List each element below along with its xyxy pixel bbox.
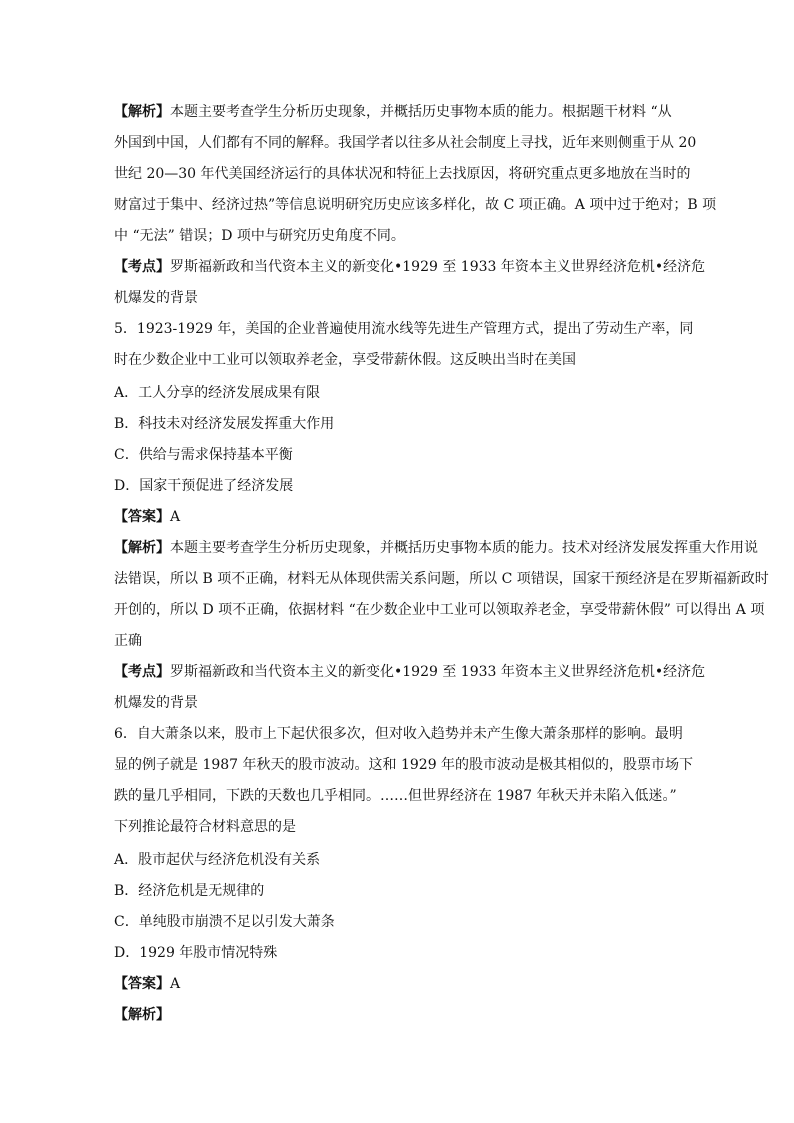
analysis-label: 【解析】	[114, 540, 170, 556]
answer-line	[114, 507, 794, 527]
answer-line	[114, 974, 794, 994]
analysis-line	[114, 102, 794, 122]
option-d: D．国家干预促进了经济发展	[114, 478, 294, 494]
question-stem: 显的例子就是 1987 年秋天的股市波动。这和 1929 年的股市波动是极其相似的，股票市场下	[114, 757, 694, 773]
analysis-line: 正确	[114, 633, 142, 649]
analysis-line	[114, 538, 794, 558]
analysis-text: 本题主要考查学生分析历史现象，并概括历史事物本质的能力。技术对经济发展发挥重大作用说	[170, 540, 758, 556]
question-stem: 时在少数企业中工业可以领取养老金，享受带薪休假。这反映出当时在美国	[114, 352, 576, 368]
analysis-line: 外国到中国，人们都有不同的解释。我国学者以往多从社会制度上寻找，近年来则侧重于从 20	[114, 135, 697, 151]
question-stem: 跌的量几乎相同，下跌的天数也几乎相同。……但世界经济在 1987 年秋天并未陷入低迷。”	[114, 788, 677, 804]
option-d: D．1929 年股市情况特殊	[114, 945, 278, 961]
analysis-label: 【解析】	[114, 104, 170, 120]
option-a: A．工人分享的经济发展成果有限	[114, 385, 321, 401]
question-stem: 5．1923-1929 年，美国的企业普遍使用流水线等先进生产管理方式，提出了劳动生产率，同	[114, 321, 694, 337]
point-line	[114, 257, 794, 277]
option-c: C．单纯股市崩溃不足以引发大萧条	[114, 914, 335, 930]
question-stem: 下列推论最符合材料意思的是	[114, 819, 296, 835]
point-label: 【考点】	[114, 259, 170, 275]
analysis-text: 本题主要考查学生分析历史现象，并概括历史事物本质的能力。根据题干材料 “从	[170, 104, 672, 120]
point-label: 【考点】	[114, 664, 170, 680]
point-line	[114, 662, 794, 682]
option-a: A．股市起伏与经济危机没有关系	[114, 852, 321, 868]
answer-label: 【答案】	[114, 509, 170, 525]
option-c: C．供给与需求保持基本平衡	[114, 447, 293, 463]
analysis-label: 【解析】	[114, 1007, 170, 1023]
option-b: B．科技未对经济发展发挥重大作用	[114, 416, 335, 432]
analysis-line	[114, 1005, 794, 1025]
answer-value: A	[170, 509, 181, 525]
analysis-line: 世纪 20—30 年代美国经济运行的具体状况和特征上去找原因，将研究重点更多地放在当时的	[114, 166, 691, 182]
point-line: 机爆发的背景	[114, 290, 198, 306]
answer-label: 【答案】	[114, 976, 170, 992]
answer-value: A	[170, 976, 181, 992]
option-b: B．经济危机是无规律的	[114, 883, 265, 899]
analysis-line: 开创的，所以 D 项不正确，依据材料 “在少数企业中工业可以领取养老金，享受带薪休假” 可以得出 A 项	[114, 602, 765, 618]
question-stem: 6．自大萧条以来，股市上下起伏很多次，但对收入趋势并未产生像大萧条那样的影响。最明	[114, 726, 683, 742]
point-line: 机爆发的背景	[114, 695, 198, 711]
analysis-line: 法错误，所以 B 项不正确，材料无从体现供需关系问题，所以 C 项错误，国家干预经济是在罗斯福新政时	[114, 571, 769, 587]
analysis-line: 财富过于集中、经济过热”等信息说明研究历史应该多样化，故 C 项正确。A 项中过于绝对；B 项	[114, 197, 717, 213]
analysis-line: 中 “无法” 错误；D 项中与研究历史角度不同。	[114, 228, 405, 244]
point-text: 罗斯福新政和当代资本主义的新变化•1929 至 1933 年资本主义世界经济危机•经济危	[170, 259, 706, 275]
point-text: 罗斯福新政和当代资本主义的新变化•1929 至 1933 年资本主义世界经济危机•经济危	[170, 664, 706, 680]
